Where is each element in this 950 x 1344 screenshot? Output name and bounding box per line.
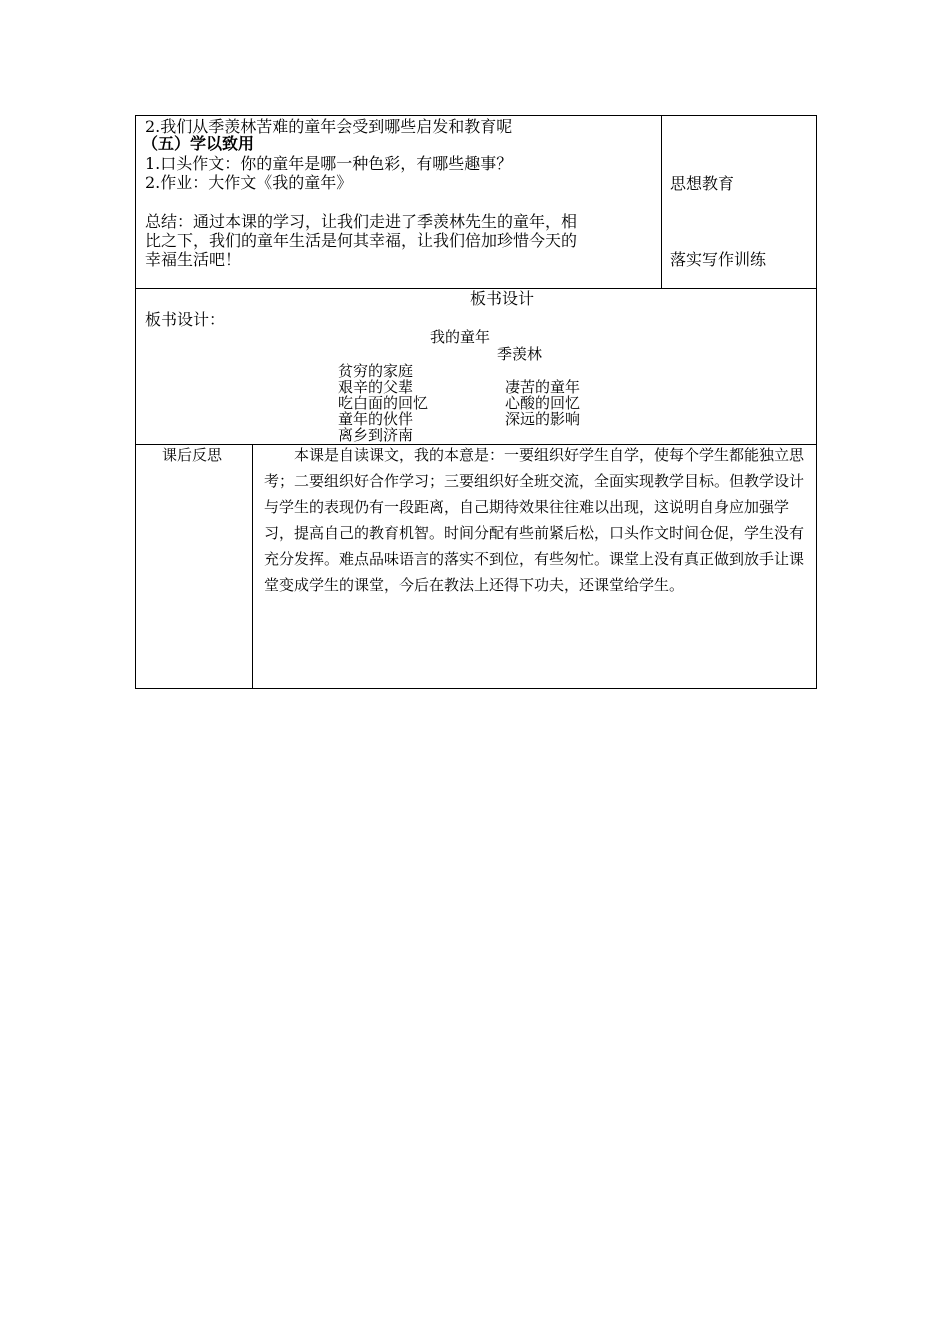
summary-line-2: 比之下，我们的童年生活是何其幸福，让我们倍加珍惜今天的 [145, 231, 578, 250]
goal-writing-training: 落实写作训练 [670, 250, 767, 269]
content-line-1: 2.我们从季羡林苦难的童年会受到哪些启发和教育呢 [145, 117, 513, 136]
content-line-3: 1.口头作文：你的童年是哪一种色彩，有哪些趣事？ [145, 154, 513, 173]
board-right-item: 凄苦的童年 [505, 378, 581, 396]
reflection-text: 本课是自读课文，我的本意是：一要组织好学生自学，使每个学生都能独立思考；二要组织好合作学习；三要组织好全班交流，全面实现教学目标。但教学设计与学生的表现仍有一段距离，自己期待效果往往难以出现，这说明自身应加强学习，提高自己的教育机智。时间分配有些前紧后松，口头作文时间仓促，学生没有充分发挥。难点品味语言的落实不到位，有些匆忙。课堂上没有真正做到放手让课堂变成学生的课堂，今后在教法上还得下功夫，还课堂给学生。 [264, 446, 805, 594]
board-left-item: 离乡到济南 [338, 426, 414, 444]
board-center-title: 板书设计 [470, 289, 535, 308]
reflection-label: 课后反思 [162, 446, 223, 464]
section-heading: （五）学以致用 [142, 134, 255, 153]
board-left-item: 童年的伙伴 [338, 410, 414, 428]
goal-thought-education: 思想教育 [670, 174, 735, 193]
board-label: 板书设计： [145, 310, 226, 329]
board-author: 季羡林 [497, 345, 543, 363]
col-divider-row3 [252, 444, 253, 688]
summary-line-3: 幸福生活吧！ [145, 250, 242, 269]
summary-line-1: 总结：通过本课的学习，让我们走进了季羡林先生的童年，相 [145, 212, 578, 231]
board-lesson-title: 我的童年 [430, 328, 491, 346]
board-left-item: 贫穷的家庭 [338, 362, 414, 380]
content-line-4: 2.作业：大作文《我的童年》 [145, 173, 353, 192]
board-right-item: 深远的影响 [505, 410, 581, 428]
lesson-plan-table [135, 115, 817, 689]
board-left-item: 吃白面的回忆 [338, 394, 429, 412]
col-divider-row1 [661, 116, 662, 288]
board-left-item: 艰辛的父辈 [338, 378, 414, 396]
board-right-item: 心酸的回忆 [505, 394, 581, 412]
